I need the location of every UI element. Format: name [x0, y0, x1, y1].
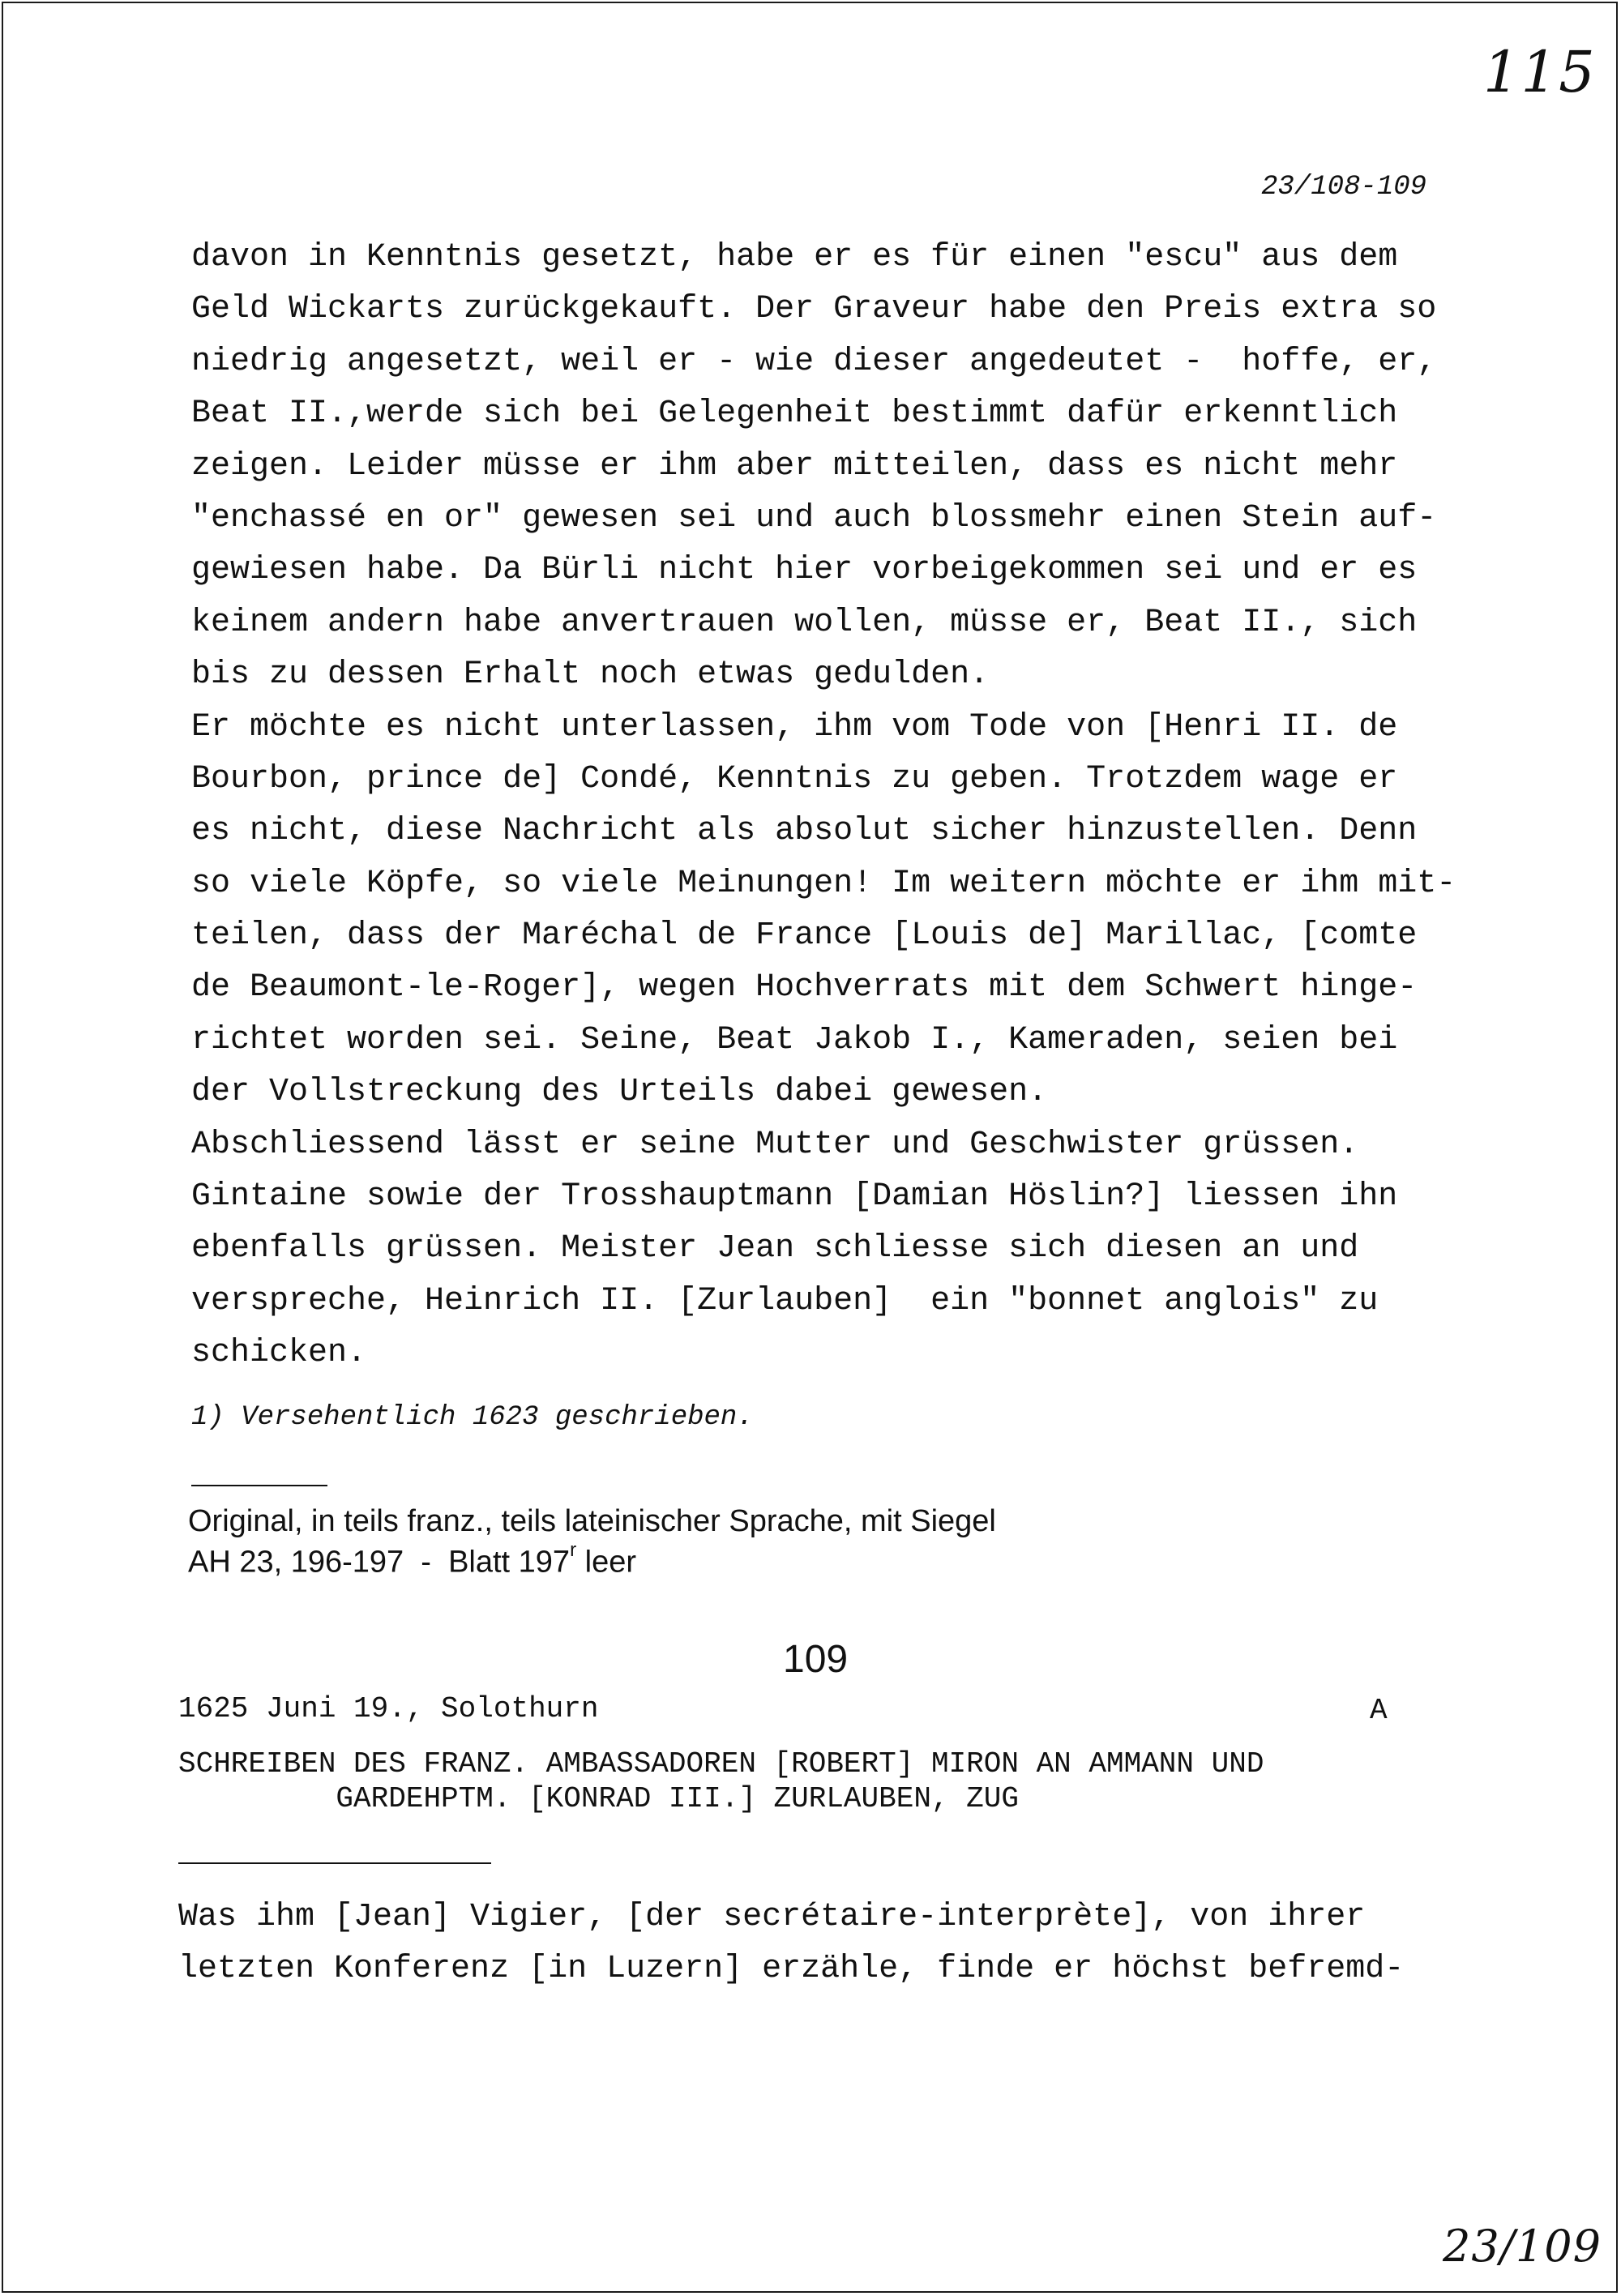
source-line	[188, 1538, 996, 1580]
text-line: Was ihm [Jean] Vigier, [der secrétaire-interprète], von ihrer	[178, 1899, 1366, 1935]
document-letter: A	[1370, 1694, 1388, 1727]
text-line: bis zu dessen Erhalt noch etwas gedulden.	[191, 656, 990, 694]
document-reference: 23/108-109	[1261, 172, 1427, 203]
text-line: ebenfalls grüssen. Meister Jean schliesse sich diesen an und	[191, 1230, 1359, 1268]
text-line: so viele Köpfe, so viele Meinungen! Im weitern möchte er ihm mit-	[191, 865, 1456, 902]
section-rule	[178, 1862, 491, 1864]
text-line: Geld Wickarts zurückgekauft. Der Graveur habe den Preis extra so	[191, 291, 1437, 328]
text-line: "enchassé en or" gewesen sei und auch blossmehr einen Stein auf-	[191, 499, 1437, 537]
text-line: zeigen. Leider müsse er ihm aber mitteilen, dass es nicht mehr	[191, 447, 1398, 485]
source-leer: leer	[576, 1545, 636, 1580]
folio-number: 115	[1483, 39, 1597, 105]
regest-text	[178, 1892, 1524, 1995]
recto-mark: r	[570, 1539, 577, 1561]
text-line: Er möchte es nicht unterlassen, ihm vom Tode von [Henri II. de	[191, 708, 1398, 746]
source-archive: AH 23, 196-197 - Blatt 197	[188, 1545, 571, 1580]
text-line: Gintaine sowie der Trosshauptmann [Damian Höslin?] liessen ihn	[191, 1178, 1398, 1216]
source-note	[188, 1504, 996, 1580]
text-line: es nicht, diese Nachricht als absolut sicher hinzustellen. Denn	[191, 813, 1418, 850]
document-title	[178, 1747, 1264, 1816]
text-line: Abschliessend lässt er seine Mutter und Geschwister grüssen.	[191, 1126, 1359, 1163]
text-line: letzten Konferenz [in Luzern] erzähle, finde er höchst befremd-	[178, 1951, 1405, 1987]
text-line: richtet worden sei. Seine, Beat Jakob I., Kameraden, seien bei	[191, 1021, 1398, 1058]
footnote-rule	[191, 1485, 327, 1486]
text-line: schicken.	[191, 1335, 367, 1372]
text-line: gewiesen habe. Da Bürli nicht hier vorbeigekommen sei und er es	[191, 552, 1418, 589]
text-line: verspreche, Heinrich II. [Zurlauben] ein "bonnet anglois" zu	[191, 1282, 1379, 1319]
text-line: niedrig angesetzt, weil er - wie dieser angedeutet - hoffe, er,	[191, 343, 1437, 380]
document-date-place: 1625 Juni 19., Solothurn	[178, 1692, 599, 1725]
text-line: de Beaumont-le-Roger], wegen Hochverrats mit dem Schwert hinge-	[191, 969, 1418, 1007]
text-line: der Vollstreckung des Urteils dabei gewesen.	[191, 1074, 1048, 1111]
main-text	[191, 232, 1488, 1380]
archive-mark: 23/109	[1443, 2221, 1602, 2272]
footnote: 1) Versehentlich 1623 geschrieben.	[191, 1402, 754, 1433]
text-line: keinem andern habe anvertrauen wollen, müsse er, Beat II., sich	[191, 604, 1418, 641]
title-line: GARDEHPTM. [KONRAD III.] ZURLAUBEN, ZUG	[178, 1782, 1019, 1815]
text-line: teilen, dass der Maréchal de France [Louis de] Marillac, [comte	[191, 917, 1418, 955]
document-number: 109	[783, 1638, 849, 1681]
text-line: davon in Kenntnis gesetzt, habe er es für einen "escu" aus dem	[191, 239, 1398, 276]
title-line: SCHREIBEN DES FRANZ. AMBASSADOREN [ROBERT] MIRON AN AMMANN UND	[178, 1747, 1264, 1781]
text-line: Beat II.,werde sich bei Gelegenheit bestimmt dafür erkenntlich	[191, 395, 1398, 433]
source-line: Original, in teils franz., teils lateinischer Sprache, mit Siegel	[188, 1504, 996, 1538]
text-line: Bourbon, prince de] Condé, Kenntnis zu geben. Trotzdem wage er	[191, 760, 1398, 797]
